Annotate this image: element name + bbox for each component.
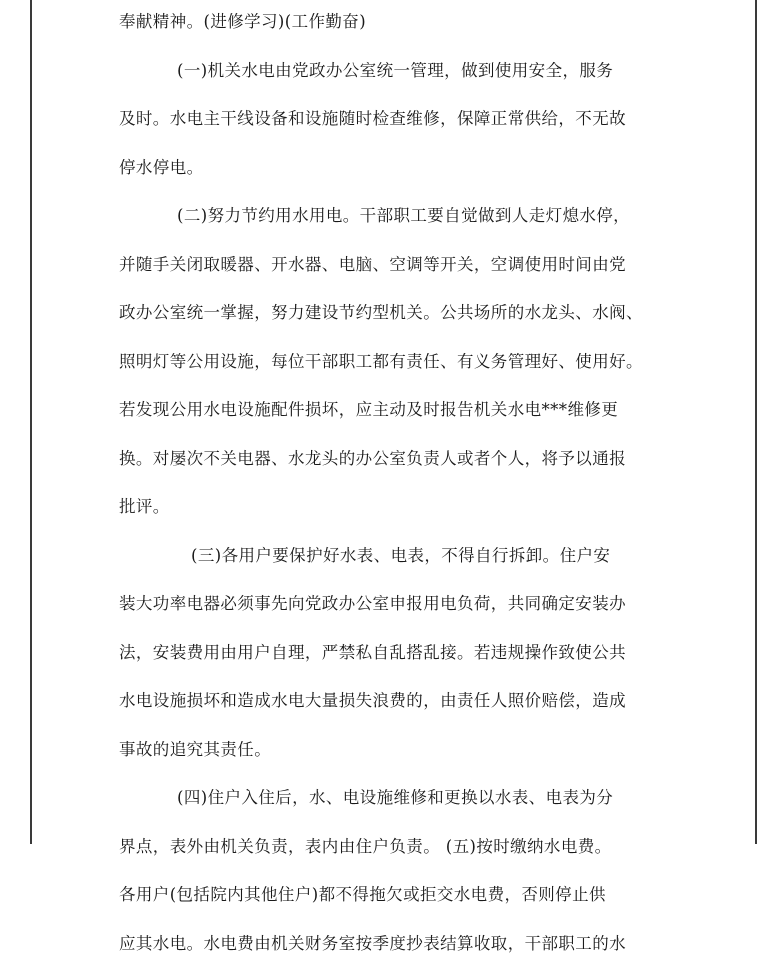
text-line: 水电设施损坏和造成水电大量损失浪费的，由责任人照价赔偿，造成 [119,677,675,726]
document-page [119,0,675,968]
text-line: (三)各用户要保护好水表、电表，不得自行拆卸。住户安 [119,532,675,581]
text-line: 应其水电。水电费由机关财务室按季度抄表结算收取，干部职工的水 [119,920,675,968]
text-line: 若发现公用水电设施配件损坏，应主动及时报告机关水电***维修更 [119,386,675,435]
text-line: 法，安装费用由用户自理，严禁私自乱搭乱接。若违规操作致使公共 [119,629,675,678]
text-line: (四)住户入住后，水、电设施维修和更换以水表、电表为分 [119,774,675,823]
text-line: 及时。水电主干线设备和设施随时检查维修，保障正常供给，不无故 [119,95,675,144]
text-line: 换。对屡次不关电器、水龙头的办公室负责人或者个人，将予以通报 [119,435,675,484]
document-body [119,0,675,968]
text-line: (二)努力节约用水用电。干部职工要自觉做到人走灯熄水停， [119,192,675,241]
page-border-right [755,0,757,844]
text-line: 批评。 [119,483,675,532]
page-border-left [30,0,32,844]
text-line: 装大功率电器必须事先向党政办公室申报用电负荷，共同确定安装办 [119,580,675,629]
text-line: 奉献精神。(进修学习)(工作勤奋) [119,0,675,47]
text-line: 停水停电。 [119,144,675,193]
text-line: (一)机关水电由党政办公室统一管理，做到使用安全，服务 [119,47,675,96]
text-line: 照明灯等公用设施，每位干部职工都有责任、有义务管理好、使用好。 [119,338,675,387]
text-line: 各用户(包括院内其他住户)都不得拖欠或拒交水电费，否则停止供 [119,871,675,920]
text-line: 事故的追究其责任。 [119,726,675,775]
text-line: 政办公室统一掌握，努力建设节约型机关。公共场所的水龙头、水阀、 [119,289,675,338]
text-line: 并随手关闭取暖器、开水器、电脑、空调等开关，空调使用时间由党 [119,241,675,290]
text-line: 界点，表外由机关负责，表内由住户负责。 (五)按时缴纳水电费。 [119,823,675,872]
